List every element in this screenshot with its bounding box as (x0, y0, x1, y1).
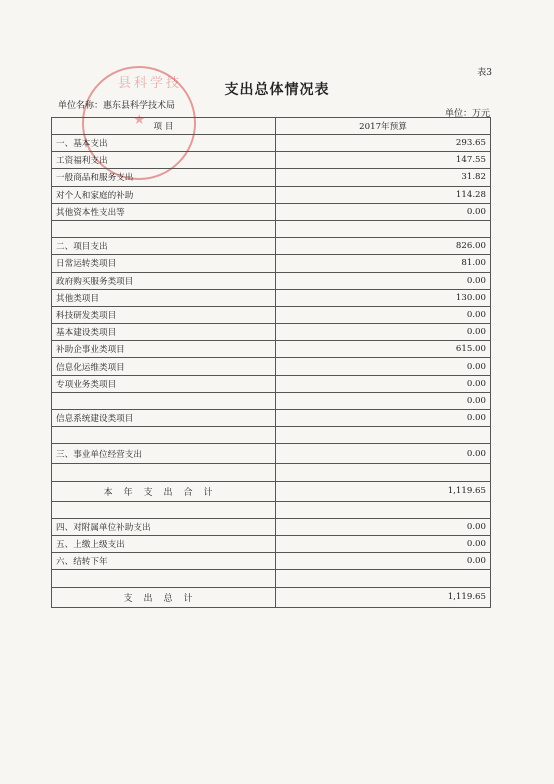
row-label: 工资福利支出 (52, 152, 276, 169)
total-label: 支出总计 (52, 587, 276, 607)
table-number: 表3 (477, 68, 492, 78)
row-label (52, 427, 276, 444)
table-row (52, 324, 491, 341)
table-row (52, 203, 491, 220)
unit-name: 单位名称：惠东县科学技术局 (58, 101, 176, 111)
row-label (52, 501, 276, 518)
row-value (276, 501, 491, 518)
row-label: 日常运转类项目 (52, 255, 276, 272)
row-label: 其他资本性支出等 (52, 203, 276, 220)
table-row (52, 306, 491, 323)
row-label: 基本建设类项目 (52, 324, 276, 341)
row-label: 补助企事业类项目 (52, 341, 276, 358)
row-value: 130.00 (276, 289, 491, 306)
row-label (52, 464, 276, 481)
page-title: 支出总体情况表 (224, 82, 330, 98)
row-value: 0.00 (276, 272, 491, 289)
table-row (52, 375, 491, 392)
seal-text: 县科学技 (118, 76, 183, 91)
row-label: 对个人和家庭的补助 (52, 186, 276, 203)
row-value: 615.00 (276, 341, 491, 358)
column-header-item: 项 目 (52, 118, 276, 135)
table-row (52, 220, 491, 237)
table-row (52, 358, 491, 375)
seal-star-icon: ★ (133, 112, 146, 128)
row-label (52, 220, 276, 237)
table-row (52, 501, 491, 518)
table-row (52, 570, 491, 587)
total-value: 1,119.65 (276, 587, 491, 607)
row-value: 0.00 (276, 324, 491, 341)
row-label: 信息系统建设类项目 (52, 410, 276, 427)
unit-label: 单位：万元 (444, 109, 490, 119)
table-row (52, 289, 491, 306)
table-row (52, 169, 491, 186)
table-row (52, 135, 491, 152)
row-value: 0.00 (276, 392, 491, 409)
table-row (52, 518, 491, 535)
row-value (276, 464, 491, 481)
column-header-budget: 2017年预算 (276, 118, 491, 135)
row-value: 0.00 (276, 553, 491, 570)
table-row-subtotal (52, 481, 491, 501)
row-value (276, 220, 491, 237)
table-row (52, 410, 491, 427)
table-header-row (52, 118, 491, 135)
row-label: 五、上缴上级支出 (52, 535, 276, 552)
row-value: 293.65 (276, 135, 491, 152)
table-row (52, 464, 491, 481)
subtotal-label: 本年支出合计 (52, 481, 276, 501)
row-label: 信息化运维类项目 (52, 358, 276, 375)
table-row (52, 427, 491, 444)
row-value: 0.00 (276, 410, 491, 427)
row-value: 0.00 (276, 518, 491, 535)
table-row (52, 535, 491, 552)
row-value: 0.00 (276, 358, 491, 375)
row-value: 114.28 (276, 186, 491, 203)
table-row (52, 392, 491, 409)
row-label: 其他类项目 (52, 289, 276, 306)
row-label: 六、结转下年 (52, 553, 276, 570)
table-row (52, 255, 491, 272)
row-value: 147.55 (276, 152, 491, 169)
row-value: 0.00 (276, 203, 491, 220)
row-label (52, 570, 276, 587)
table-row (52, 272, 491, 289)
row-label: 三、事业单位经营支出 (52, 444, 276, 464)
row-value: 0.00 (276, 444, 491, 464)
row-value (276, 570, 491, 587)
row-value: 826.00 (276, 238, 491, 255)
table-row (52, 553, 491, 570)
row-label (52, 392, 276, 409)
row-label: 科技研发类项目 (52, 306, 276, 323)
row-label: 一、基本支出 (52, 135, 276, 152)
table-row (52, 341, 491, 358)
row-label: 政府购买服务类项目 (52, 272, 276, 289)
table-row-total (52, 587, 491, 607)
row-label: 二、项目支出 (52, 238, 276, 255)
table-row (52, 444, 491, 464)
expense-table (51, 117, 491, 608)
row-value: 0.00 (276, 306, 491, 323)
subtotal-value: 1,119.65 (276, 481, 491, 501)
table-row (52, 152, 491, 169)
row-value: 31.82 (276, 169, 491, 186)
row-value: 0.00 (276, 375, 491, 392)
row-value (276, 427, 491, 444)
row-label: 四、对附属单位补助支出 (52, 518, 276, 535)
row-value: 81.00 (276, 255, 491, 272)
row-value: 0.00 (276, 535, 491, 552)
row-label: 专项业务类项目 (52, 375, 276, 392)
table-row (52, 238, 491, 255)
table-row (52, 186, 491, 203)
row-label: 一般商品和服务支出 (52, 169, 276, 186)
